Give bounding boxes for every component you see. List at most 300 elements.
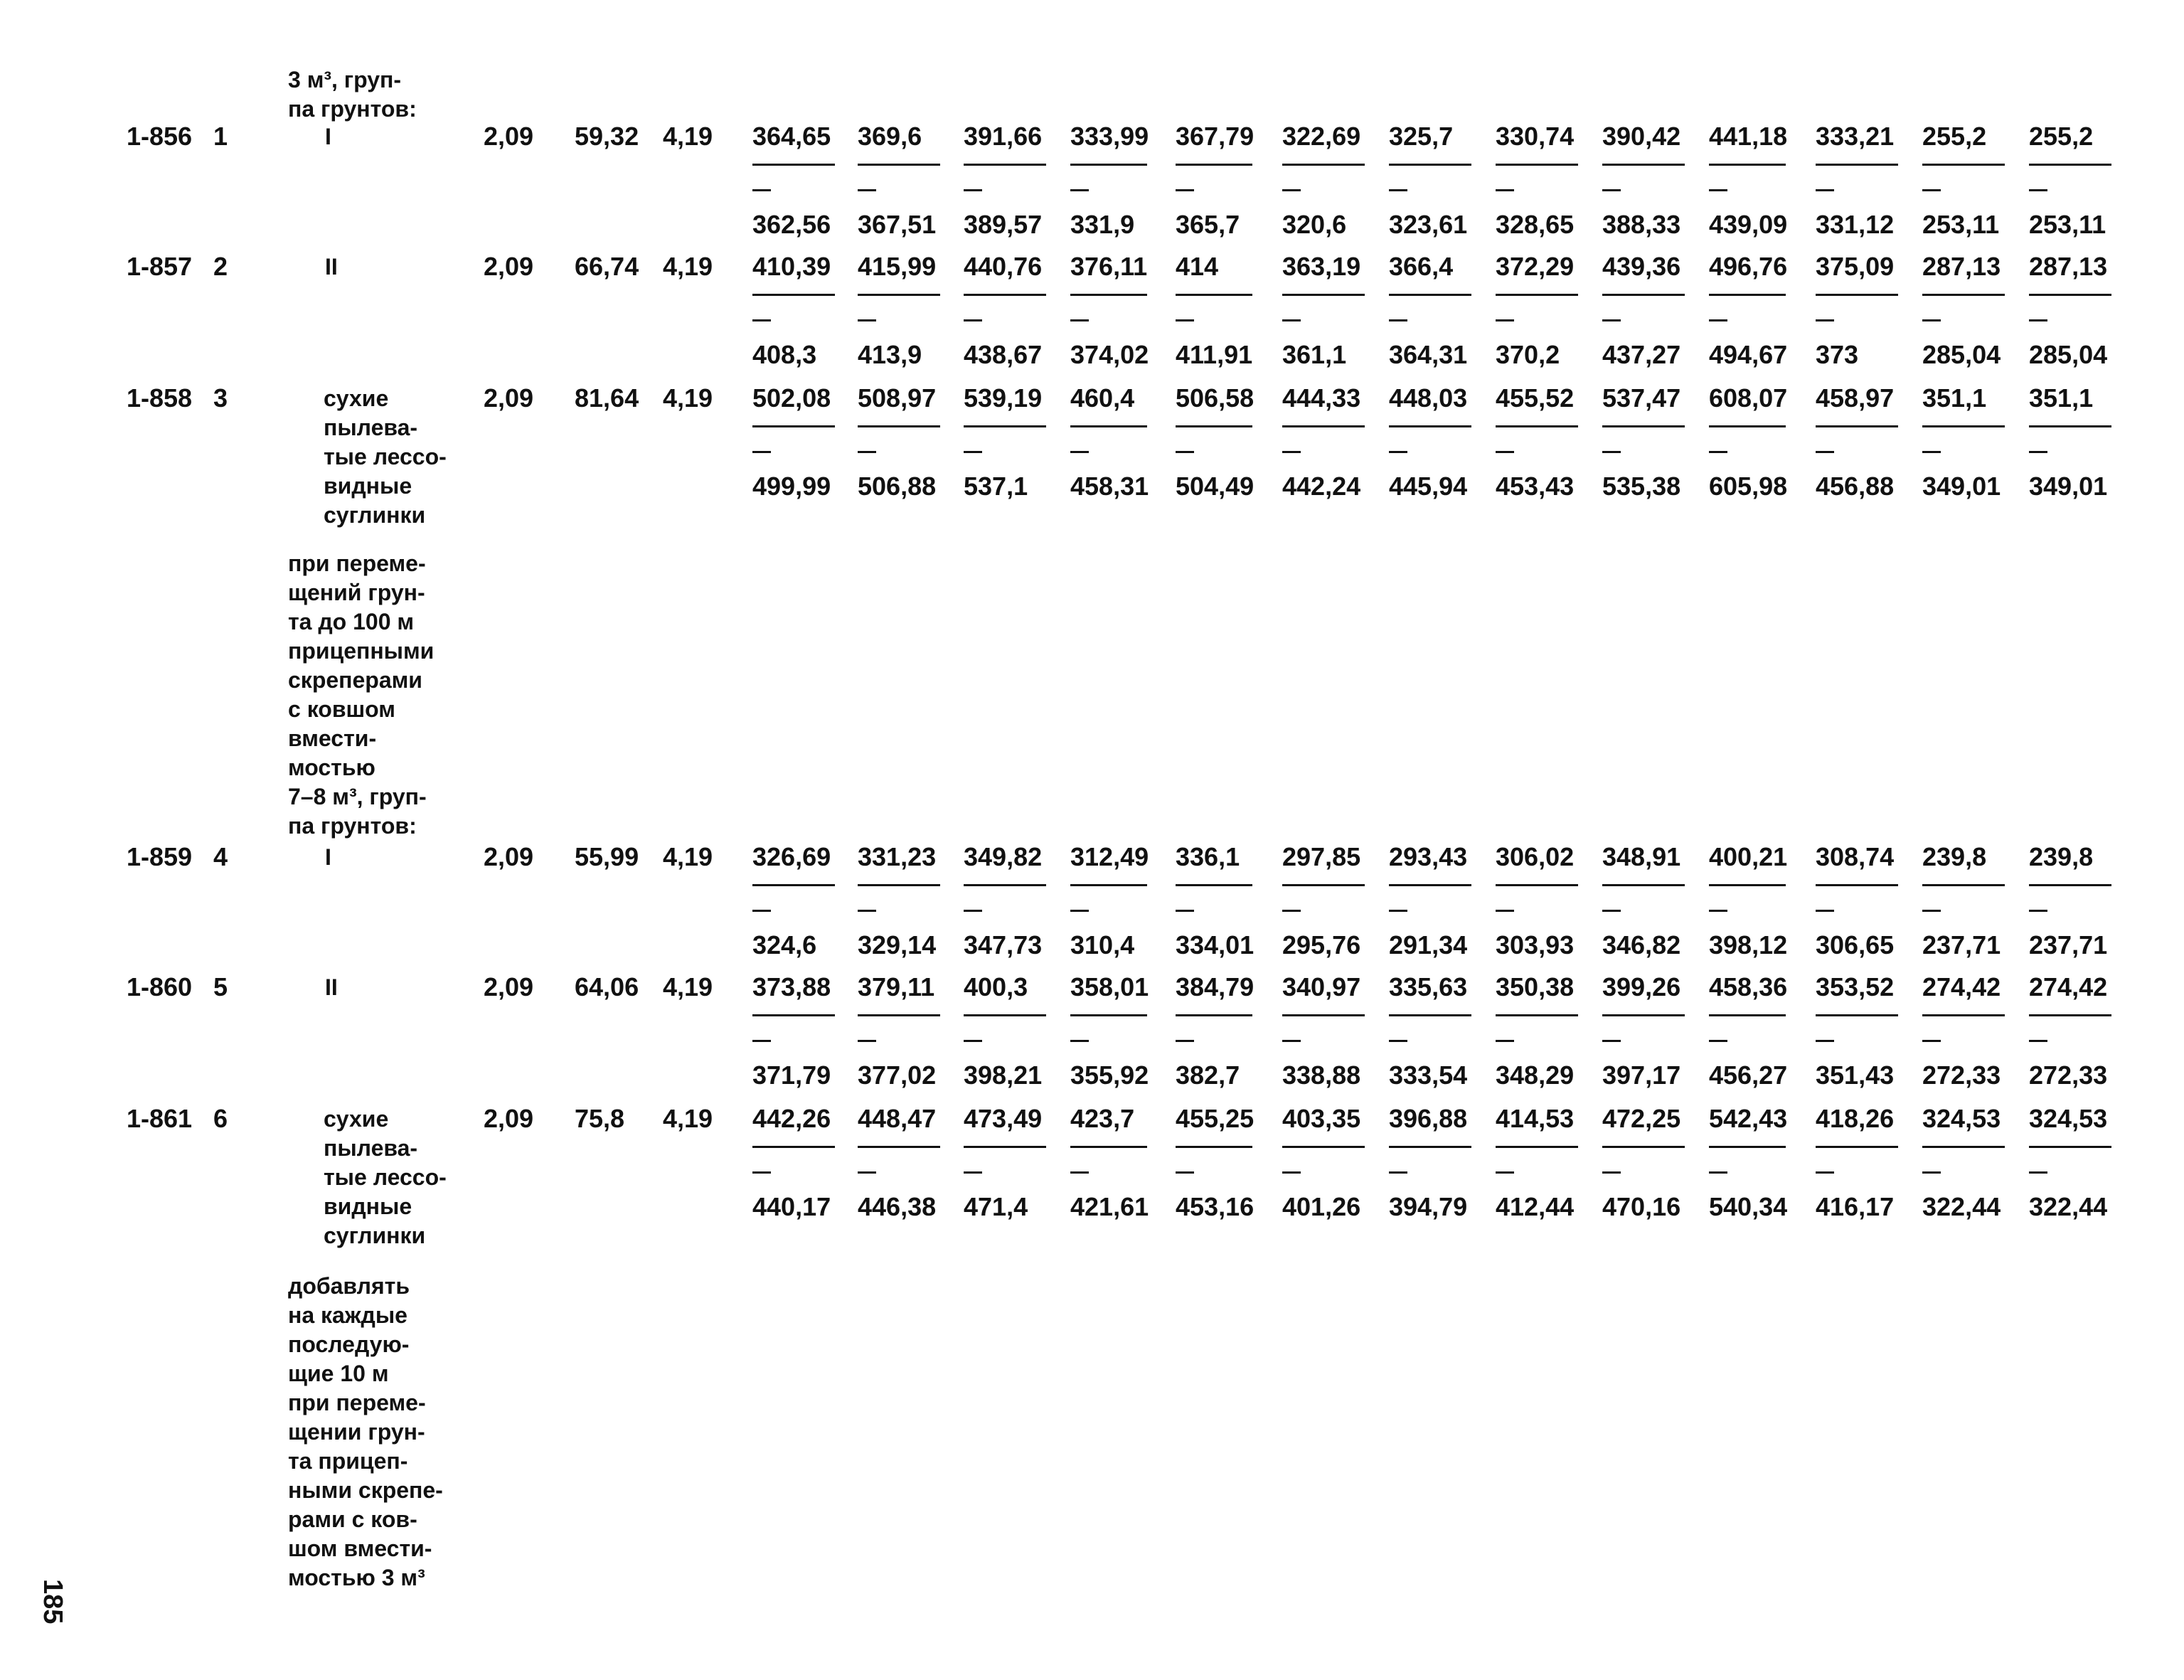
price-upper: 396,88 xyxy=(1389,1104,1468,1133)
fraction-bar xyxy=(1816,425,1898,427)
minus-mark xyxy=(1389,1171,1407,1174)
page-number: 185 xyxy=(38,1579,68,1625)
price-lower: 397,17 xyxy=(1602,1060,1681,1090)
value-2: 66,74 xyxy=(575,252,639,281)
fraction-bar xyxy=(1282,294,1365,296)
price-upper: 255,2 xyxy=(2029,122,2094,151)
fraction-bar xyxy=(858,294,940,296)
price-upper: 330,74 xyxy=(1496,122,1575,151)
row-code: 1-857 xyxy=(127,252,193,281)
header-line: та прицеп- xyxy=(288,1448,408,1474)
fraction-bar xyxy=(858,164,940,166)
price-lower: 253,11 xyxy=(1922,210,2000,239)
fraction-bar xyxy=(1070,884,1147,886)
fraction-bar xyxy=(1070,1146,1147,1148)
price-upper: 333,21 xyxy=(1816,122,1895,151)
fraction-bar xyxy=(2029,1146,2111,1148)
fraction-bar xyxy=(964,1146,1046,1148)
soil-line: I xyxy=(325,844,331,870)
price-upper: 455,25 xyxy=(1176,1104,1255,1133)
header-line: при переме- xyxy=(288,1390,426,1415)
header-line: рами с ков- xyxy=(288,1506,417,1532)
price-lower: 504,49 xyxy=(1176,472,1255,501)
price-upper: 274,42 xyxy=(2029,972,2108,1001)
header-line: 3 м³, груп- xyxy=(288,67,402,92)
price-upper: 331,23 xyxy=(858,842,937,871)
fraction-bar xyxy=(1070,294,1147,296)
price-lower: 364,31 xyxy=(1389,340,1468,369)
price-lower: 442,24 xyxy=(1282,472,1361,501)
minus-mark xyxy=(1282,1171,1301,1174)
price-lower: 453,16 xyxy=(1176,1192,1255,1221)
fraction-bar xyxy=(1070,164,1147,166)
minus-mark xyxy=(1070,451,1089,453)
row-code: 1-858 xyxy=(127,383,193,413)
price-upper: 324,53 xyxy=(1922,1104,2001,1133)
value-2: 75,8 xyxy=(575,1104,625,1133)
price-lower: 322,44 xyxy=(2029,1192,2108,1221)
price-upper: 442,26 xyxy=(752,1104,831,1133)
minus-mark xyxy=(752,319,771,321)
price-upper: 312,49 xyxy=(1070,842,1149,871)
fraction-bar xyxy=(1496,294,1578,296)
minus-mark xyxy=(1389,189,1407,191)
fraction-bar xyxy=(1922,1014,2005,1016)
soil-line: II xyxy=(325,974,338,1000)
price-upper: 390,42 xyxy=(1602,122,1681,151)
minus-mark xyxy=(1816,1171,1834,1174)
value-2: 59,32 xyxy=(575,122,639,151)
minus-mark xyxy=(2029,451,2047,453)
row-number: 1 xyxy=(213,122,228,151)
price-lower: 351,43 xyxy=(1816,1060,1895,1090)
fraction-bar xyxy=(1282,884,1365,886)
fraction-bar xyxy=(964,294,1046,296)
price-upper: 439,36 xyxy=(1602,252,1681,281)
price-upper: 322,69 xyxy=(1282,122,1361,151)
minus-mark xyxy=(1602,451,1621,453)
minus-mark xyxy=(752,1171,771,1174)
fraction-bar xyxy=(1922,425,2005,427)
fraction-bar xyxy=(2029,294,2111,296)
fraction-bar xyxy=(1070,1014,1147,1016)
soil-group xyxy=(325,252,338,282)
row-code: 1-860 xyxy=(127,972,193,1001)
row-number: 5 xyxy=(213,972,228,1001)
minus-mark xyxy=(1282,910,1301,912)
minus-mark xyxy=(1816,189,1834,191)
fraction-bar xyxy=(964,164,1046,166)
header-line: па грунтов: xyxy=(288,96,417,122)
price-lower: 295,76 xyxy=(1282,930,1361,959)
row-number: 3 xyxy=(213,383,228,413)
value-1: 2,09 xyxy=(484,252,534,281)
minus-mark xyxy=(858,1040,876,1042)
price-upper: 502,08 xyxy=(752,383,831,413)
minus-mark xyxy=(1282,451,1301,453)
minus-mark xyxy=(1389,319,1407,321)
fraction-bar xyxy=(752,294,835,296)
minus-mark xyxy=(752,451,771,453)
soil-group xyxy=(325,973,338,1002)
price-lower: 413,9 xyxy=(858,340,922,369)
section-header-middle xyxy=(288,549,434,841)
price-upper: 351,1 xyxy=(2029,383,2094,413)
price-upper: 326,69 xyxy=(752,842,831,871)
soil-line: I xyxy=(325,124,331,149)
price-upper: 350,38 xyxy=(1496,972,1575,1001)
fraction-bar xyxy=(2029,425,2111,427)
price-lower: 365,7 xyxy=(1176,210,1240,239)
price-upper: 399,26 xyxy=(1602,972,1681,1001)
price-upper: 391,66 xyxy=(964,122,1043,151)
price-lower: 322,44 xyxy=(1922,1192,2001,1221)
minus-mark xyxy=(858,189,876,191)
value-3: 4,19 xyxy=(663,972,713,1001)
fraction-bar xyxy=(1922,884,2005,886)
minus-mark xyxy=(1389,1040,1407,1042)
minus-mark xyxy=(1496,189,1514,191)
fraction-bar xyxy=(1709,1014,1786,1016)
soil-line: пылева- xyxy=(324,1135,418,1161)
row-code: 1-861 xyxy=(127,1104,193,1133)
fraction-bar xyxy=(1602,425,1685,427)
price-upper: 472,25 xyxy=(1602,1104,1681,1133)
price-upper: 274,42 xyxy=(1922,972,2001,1001)
value-2: 81,64 xyxy=(575,383,639,413)
price-upper: 325,7 xyxy=(1389,122,1454,151)
fraction-bar xyxy=(752,884,835,886)
price-upper: 455,52 xyxy=(1496,383,1575,413)
price-lower: 371,79 xyxy=(752,1060,831,1090)
soil-line: тые лессо- xyxy=(324,444,447,469)
minus-mark xyxy=(1496,1040,1514,1042)
minus-mark xyxy=(1496,319,1514,321)
soil-line: сухие xyxy=(324,386,389,411)
soil-line: суглинки xyxy=(324,502,426,528)
fraction-bar xyxy=(1816,1146,1898,1148)
minus-mark xyxy=(1602,1171,1621,1174)
header-line: щении грун- xyxy=(288,1419,425,1445)
price-lower: 237,71 xyxy=(1922,930,2001,959)
fraction-bar xyxy=(858,425,940,427)
value-3: 4,19 xyxy=(663,842,713,871)
fraction-bar xyxy=(858,1146,940,1148)
price-lower: 328,65 xyxy=(1496,210,1575,239)
header-line: ными скрепе- xyxy=(288,1477,443,1503)
price-upper: 458,36 xyxy=(1709,972,1788,1001)
price-upper: 335,63 xyxy=(1389,972,1468,1001)
price-lower: 471,4 xyxy=(964,1192,1028,1221)
minus-mark xyxy=(1496,1171,1514,1174)
header-line: 7–8 м³, груп- xyxy=(288,784,427,809)
fraction-bar xyxy=(1922,164,2005,166)
price-upper: 403,35 xyxy=(1282,1104,1361,1133)
minus-mark xyxy=(858,451,876,453)
price-upper: 366,4 xyxy=(1389,252,1454,281)
minus-mark xyxy=(964,319,982,321)
value-1: 2,09 xyxy=(484,1104,534,1133)
price-upper: 379,11 xyxy=(858,972,935,1001)
fraction-bar xyxy=(1602,884,1685,886)
price-upper: 353,52 xyxy=(1816,972,1895,1001)
price-lower: 370,2 xyxy=(1496,340,1560,369)
minus-mark xyxy=(1496,451,1514,453)
price-upper: 306,02 xyxy=(1496,842,1575,871)
fraction-bar xyxy=(1496,1014,1578,1016)
price-upper: 418,26 xyxy=(1816,1104,1895,1133)
price-lower: 412,44 xyxy=(1496,1192,1575,1221)
minus-mark xyxy=(1709,319,1727,321)
minus-mark xyxy=(1070,1040,1089,1042)
price-upper: 333,99 xyxy=(1070,122,1149,151)
header-line: вмести- xyxy=(288,725,377,751)
fraction-bar xyxy=(858,884,940,886)
price-lower: 506,88 xyxy=(858,472,937,501)
price-lower: 362,56 xyxy=(752,210,831,239)
row-number: 6 xyxy=(213,1104,228,1133)
header-line: добавлять xyxy=(288,1273,410,1299)
minus-mark xyxy=(1282,319,1301,321)
fraction-bar xyxy=(1602,294,1685,296)
price-lower: 394,79 xyxy=(1389,1192,1468,1221)
soil-line: видные xyxy=(324,1193,412,1219)
row-code: 1-859 xyxy=(127,842,193,871)
header-line: скреперами xyxy=(288,667,422,693)
fraction-bar xyxy=(1496,884,1578,886)
minus-mark xyxy=(1602,1040,1621,1042)
minus-mark xyxy=(1816,910,1834,912)
minus-mark xyxy=(858,1171,876,1174)
price-lower: 456,88 xyxy=(1816,472,1895,501)
minus-mark xyxy=(1816,1040,1834,1042)
price-lower: 331,9 xyxy=(1070,210,1135,239)
price-upper: 458,97 xyxy=(1816,383,1895,413)
price-upper: 375,09 xyxy=(1816,252,1895,281)
price-upper: 293,43 xyxy=(1389,842,1468,871)
fraction-bar xyxy=(1176,425,1252,427)
price-lower: 285,04 xyxy=(2029,340,2108,369)
fraction-bar xyxy=(2029,164,2111,166)
minus-mark xyxy=(1709,1040,1727,1042)
price-lower: 331,12 xyxy=(1816,210,1895,239)
price-upper: 372,29 xyxy=(1496,252,1575,281)
price-lower: 355,92 xyxy=(1070,1060,1149,1090)
price-upper: 460,4 xyxy=(1070,383,1135,413)
minus-mark xyxy=(1602,189,1621,191)
price-lower: 382,7 xyxy=(1176,1060,1240,1090)
minus-mark xyxy=(1709,189,1727,191)
price-upper: 367,79 xyxy=(1176,122,1255,151)
minus-mark xyxy=(858,319,876,321)
price-upper: 349,82 xyxy=(964,842,1043,871)
price-lower: 446,38 xyxy=(858,1192,937,1221)
fraction-bar xyxy=(1816,884,1898,886)
header-line: с ковшом xyxy=(288,696,395,722)
price-upper: 358,01 xyxy=(1070,972,1149,1001)
fraction-bar xyxy=(1922,294,2005,296)
price-upper: 384,79 xyxy=(1176,972,1255,1001)
fraction-bar xyxy=(1389,425,1471,427)
header-line: последую- xyxy=(288,1331,410,1357)
fraction-bar xyxy=(1602,164,1685,166)
fraction-bar xyxy=(858,1014,940,1016)
minus-mark xyxy=(964,1171,982,1174)
price-upper: 608,07 xyxy=(1709,383,1788,413)
fraction-bar xyxy=(1389,164,1471,166)
section-header-top xyxy=(288,65,417,124)
header-line: та до 100 м xyxy=(288,609,415,634)
price-lower: 445,94 xyxy=(1389,472,1468,501)
fraction-bar xyxy=(1282,425,1365,427)
price-lower: 374,02 xyxy=(1070,340,1149,369)
soil-line: сухие xyxy=(324,1106,389,1132)
price-upper: 287,13 xyxy=(2029,252,2108,281)
minus-mark xyxy=(1389,910,1407,912)
value-3: 4,19 xyxy=(663,122,713,151)
header-line: па грунтов: xyxy=(288,813,417,839)
fraction-bar xyxy=(2029,1014,2111,1016)
price-lower: 323,61 xyxy=(1389,210,1468,239)
fraction-bar xyxy=(1496,1146,1578,1148)
header-line: на каждые xyxy=(288,1302,407,1328)
minus-mark xyxy=(1709,1171,1727,1174)
fraction-bar xyxy=(1709,884,1786,886)
soil-group xyxy=(325,843,331,872)
price-upper: 473,49 xyxy=(964,1104,1043,1133)
fraction-bar xyxy=(752,425,835,427)
header-line: щие 10 м xyxy=(288,1361,389,1386)
price-lower: 398,21 xyxy=(964,1060,1043,1090)
value-1: 2,09 xyxy=(484,383,534,413)
minus-mark xyxy=(1176,451,1194,453)
price-lower: 388,33 xyxy=(1602,210,1681,239)
fraction-bar xyxy=(1389,884,1471,886)
minus-mark xyxy=(2029,1040,2047,1042)
fraction-bar xyxy=(1496,425,1578,427)
minus-mark xyxy=(1922,451,1941,453)
fraction-bar xyxy=(1709,425,1786,427)
price-lower: 310,4 xyxy=(1070,930,1135,959)
price-upper: 369,6 xyxy=(858,122,922,151)
price-upper: 537,47 xyxy=(1602,383,1681,413)
price-lower: 416,17 xyxy=(1816,1192,1895,1221)
price-lower: 272,33 xyxy=(1922,1060,2001,1090)
minus-mark xyxy=(752,1040,771,1042)
price-upper: 539,19 xyxy=(964,383,1043,413)
price-lower: 338,88 xyxy=(1282,1060,1361,1090)
minus-mark xyxy=(1070,1171,1089,1174)
fraction-bar xyxy=(1816,164,1898,166)
price-upper: 423,7 xyxy=(1070,1104,1135,1133)
value-2: 55,99 xyxy=(575,842,639,871)
price-lower: 303,93 xyxy=(1496,930,1575,959)
price-upper: 336,1 xyxy=(1176,842,1240,871)
minus-mark xyxy=(1602,910,1621,912)
price-upper: 506,58 xyxy=(1176,383,1255,413)
price-lower: 456,27 xyxy=(1709,1060,1788,1090)
price-lower: 453,43 xyxy=(1496,472,1575,501)
price-upper: 400,3 xyxy=(964,972,1028,1001)
price-upper: 410,39 xyxy=(752,252,831,281)
price-lower: 470,16 xyxy=(1602,1192,1681,1221)
fraction-bar xyxy=(752,1014,835,1016)
price-upper: 414,53 xyxy=(1496,1104,1575,1133)
fraction-bar xyxy=(964,1014,1046,1016)
fraction-bar xyxy=(964,425,1046,427)
price-upper: 340,97 xyxy=(1282,972,1361,1001)
minus-mark xyxy=(1176,319,1194,321)
soil-line: II xyxy=(325,254,338,280)
price-lower: 540,34 xyxy=(1709,1192,1788,1221)
fraction-bar xyxy=(1176,294,1252,296)
price-lower: 535,38 xyxy=(1602,472,1681,501)
minus-mark xyxy=(1070,910,1089,912)
minus-mark xyxy=(1709,910,1727,912)
soil-line: пылева- xyxy=(324,415,418,440)
value-1: 2,09 xyxy=(484,122,534,151)
minus-mark xyxy=(964,189,982,191)
value-3: 4,19 xyxy=(663,252,713,281)
price-upper: 287,13 xyxy=(1922,252,2001,281)
fraction-bar xyxy=(1602,1014,1685,1016)
minus-mark xyxy=(1176,910,1194,912)
price-lower: 349,01 xyxy=(2029,472,2108,501)
minus-mark xyxy=(1176,1171,1194,1174)
minus-mark xyxy=(1070,189,1089,191)
fraction-bar xyxy=(1176,884,1252,886)
price-upper: 255,2 xyxy=(1922,122,1987,151)
price-lower: 367,51 xyxy=(858,210,937,239)
price-upper: 414 xyxy=(1176,252,1219,281)
minus-mark xyxy=(1816,319,1834,321)
header-line: прицепными xyxy=(288,638,435,664)
price-lower: 408,3 xyxy=(752,340,817,369)
price-lower: 389,57 xyxy=(964,210,1043,239)
price-lower: 437,27 xyxy=(1602,340,1681,369)
minus-mark xyxy=(2029,319,2047,321)
fraction-bar xyxy=(964,884,1046,886)
row-number: 2 xyxy=(213,252,228,281)
row-number: 4 xyxy=(213,842,228,871)
price-lower: 272,33 xyxy=(2029,1060,2108,1090)
minus-mark xyxy=(964,451,982,453)
price-lower: 348,29 xyxy=(1496,1060,1575,1090)
price-upper: 400,21 xyxy=(1709,842,1788,871)
minus-mark xyxy=(964,1040,982,1042)
price-upper: 308,74 xyxy=(1816,842,1895,871)
minus-mark xyxy=(1176,1040,1194,1042)
price-lower: 291,34 xyxy=(1389,930,1468,959)
minus-mark xyxy=(1602,319,1621,321)
header-line: щений грун- xyxy=(288,580,425,605)
fraction-bar xyxy=(1070,425,1147,427)
minus-mark xyxy=(752,189,771,191)
header-line: мостью xyxy=(288,755,375,780)
price-lower: 285,04 xyxy=(1922,340,2001,369)
minus-mark xyxy=(2029,189,2047,191)
header-line: шом вмести- xyxy=(288,1536,432,1561)
minus-mark xyxy=(1282,189,1301,191)
price-upper: 444,33 xyxy=(1282,383,1361,413)
value-1: 2,09 xyxy=(484,972,534,1001)
price-upper: 324,53 xyxy=(2029,1104,2108,1133)
price-lower: 329,14 xyxy=(858,930,937,959)
price-lower: 398,12 xyxy=(1709,930,1788,959)
fraction-bar xyxy=(1602,1146,1685,1148)
price-upper: 373,88 xyxy=(752,972,831,1001)
soil-line: тые лессо- xyxy=(324,1164,447,1190)
